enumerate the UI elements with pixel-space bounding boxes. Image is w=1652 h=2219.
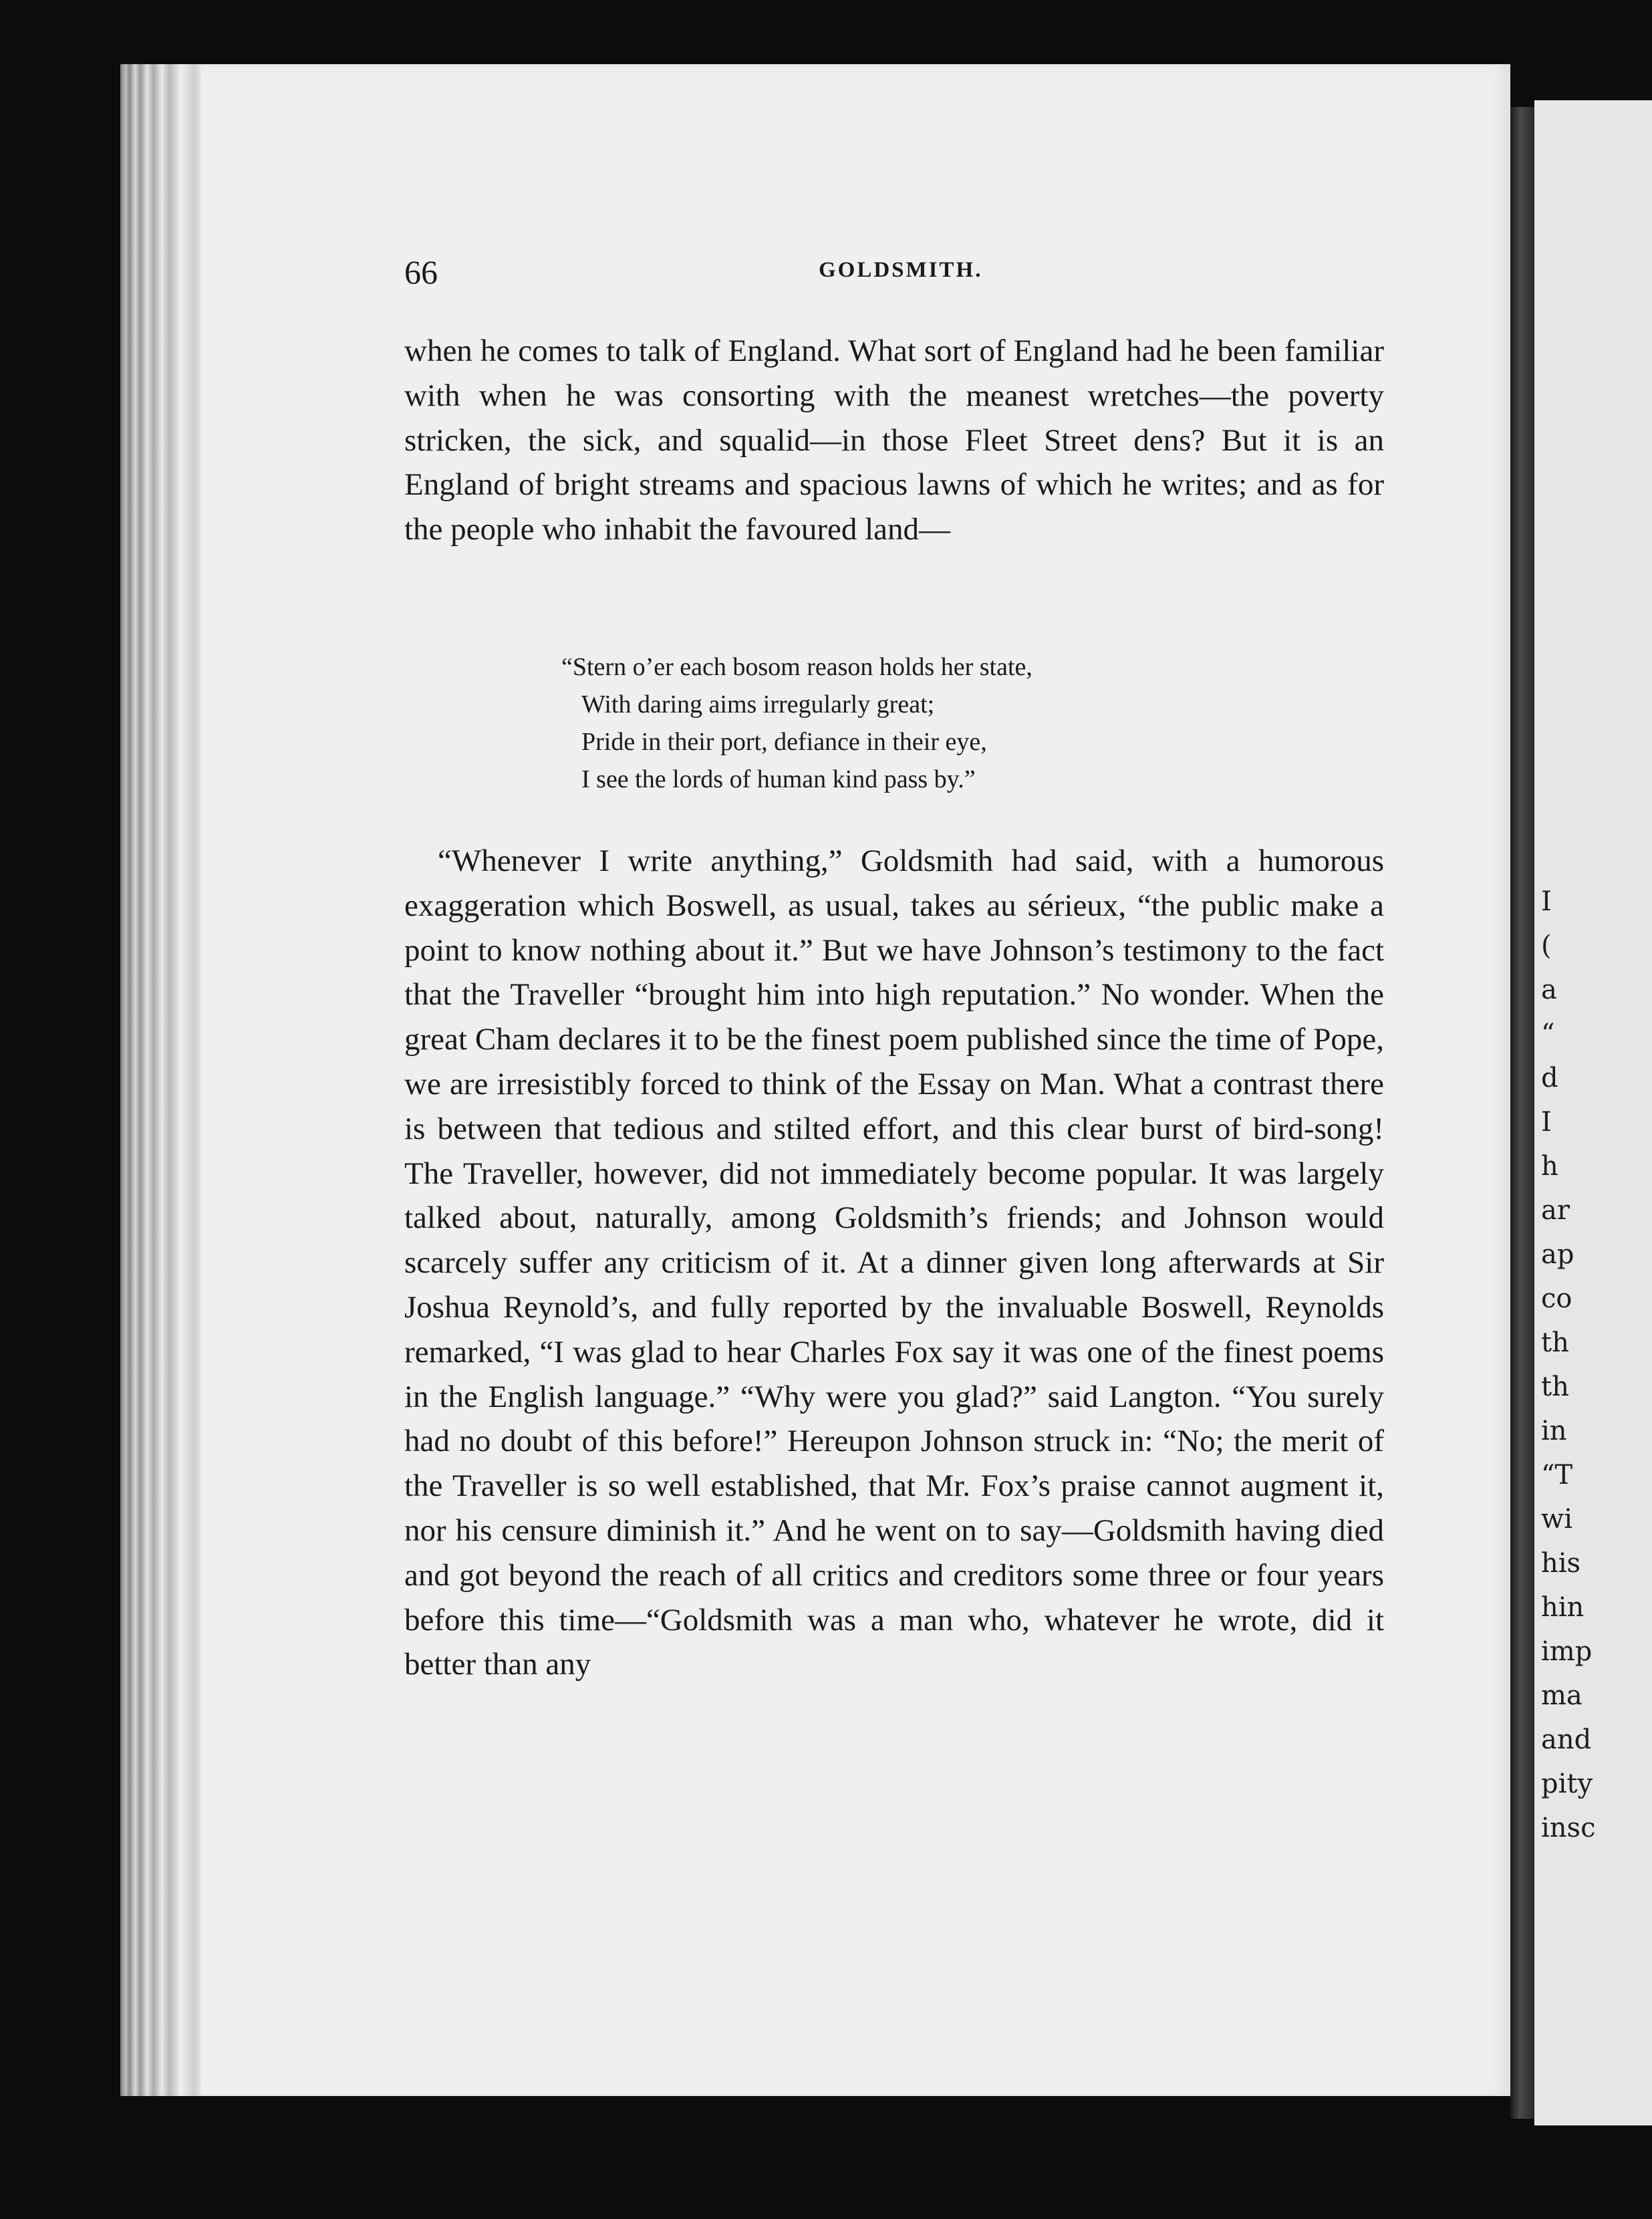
running-title: GOLDSMITH. [819,258,983,282]
facing-line: hin [1541,1592,1585,1623]
facing-line: th [1541,1372,1569,1402]
running-head [404,253,1380,293]
facing-line: co [1541,1283,1572,1314]
facing-line: wi [1541,1504,1573,1535]
facing-line: ap [1541,1239,1574,1270]
facing-line: pity [1541,1769,1593,1799]
poem-quotation [561,648,1032,798]
facing-line: ( [1541,930,1552,961]
paragraph-1: when he comes to talk of England. What sort of England had he been familiar with when he was consorting with the meanest wretches—the poverty stricken, the sick, and squalid—in those Fleet Street dens? But it is an England of bright streams and spacious lawns of which he writes; and as for the people who inhabit the favoured land— [404,334,1384,547]
page-number: 66 [404,253,438,291]
facing-page-edge [1534,100,1652,2125]
poem-line-4: I see the lords of human kind pass by.” [581,765,976,793]
facing-line: I [1541,886,1552,917]
facing-line: imp [1541,1636,1593,1667]
facing-line: th [1541,1327,1569,1358]
poem-line-2: With daring aims irregularly great; [581,690,935,719]
facing-line: “ [1541,1019,1555,1049]
facing-line: insc [1541,1813,1596,1843]
facing-line: h [1541,1151,1558,1182]
facing-line: ma [1541,1680,1582,1711]
facing-line: and [1541,1724,1592,1755]
poem-line-3: Pride in their port, defiance in their eye, [581,728,987,756]
facing-line: ar [1541,1195,1570,1226]
binding-gutter [1510,107,1534,2119]
facing-line: d [1541,1063,1558,1093]
facing-line: in [1541,1416,1567,1446]
poem-line-1: “Stern o’er each bosom reason holds her state, [561,653,1032,681]
facing-line: “T [1541,1460,1573,1490]
facing-line: his [1541,1548,1581,1579]
paragraph-2: “Whenever I write anything,” Goldsmith had said, with a humorous exaggeration which Boswell, as usual, takes au sérieux, “the public make a point to know nothing about it.” But we have Johnson’s testimony to the fact that the Traveller “brought him into high reputation.” No wonder. When the great Cham declares it to be the finest poem published since the time of Pope, we are irresistibly forced to think of the Essay on Man. What a contrast there is between that tedious and stilted effort, and this clear burst of bird-song! The Traveller, however, did not immediately become popular. It was largely talked about, naturally, among Goldsmith’s friends; and Johnson would scarcely suffer any criticism of it. At a dinner given long afterwards at Sir Joshua Reynold’s, and fully reported by the invaluable Boswell, Reynolds remarked, “I was glad to hear Charles Fox say it was one of the finest poems in the English language.” “Why were you glad?” said Langton. “You surely had no doubt of this before!” Hereupon Johnson struck in: “No; the merit of the Traveller is so well established, that Mr. Fox’s praise cannot augment it, nor his censure diminish it.” And he went on to say—Goldsmith having died and got beyond the reach of all critics and creditors some three or four years before this time—“Goldsmith was a man who, whatever he wrote, did it better than any [404,843,1384,1682]
facing-line: I [1541,1107,1552,1138]
facing-line: a [1541,974,1557,1005]
